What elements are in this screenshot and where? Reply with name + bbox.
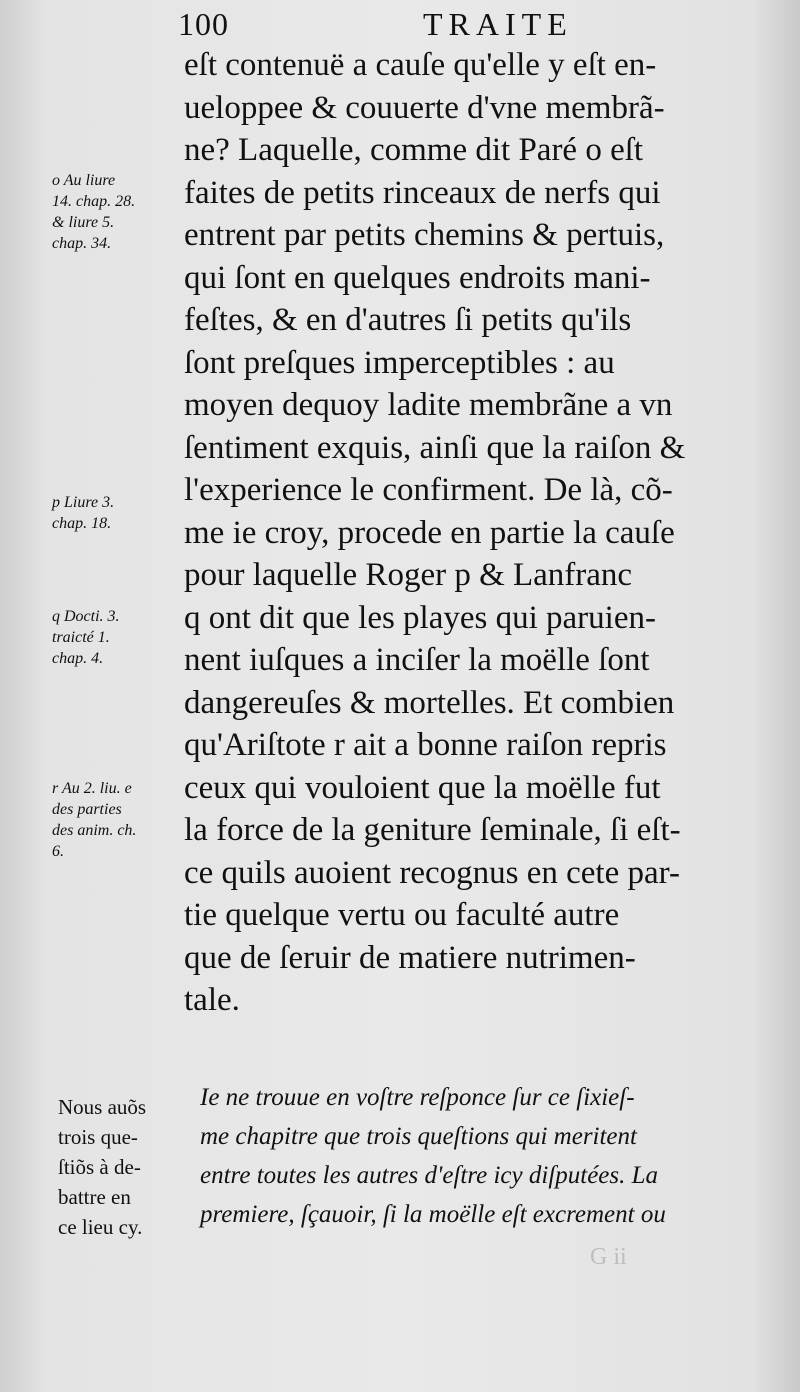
text-line: qu'Ariſtote r ait a bonne raiſon repris bbox=[184, 727, 667, 763]
italic-line: Ie ne trouue en voſtre reſponce ſur ce ſixieſ- bbox=[200, 1084, 635, 1111]
note-line: & liure 5. bbox=[52, 214, 115, 231]
note-line: traicté 1. bbox=[52, 629, 110, 646]
text-line: dangereuſes & mortelles. Et combien bbox=[184, 684, 675, 721]
note-line: chap. 4. bbox=[52, 650, 104, 667]
text-line: ceux qui vouloient que la moëlle fut bbox=[184, 769, 661, 806]
section-margin-note bbox=[58, 1092, 193, 1242]
margin-note-o bbox=[52, 170, 135, 254]
italic-line: premiere, ſçauoir, ſi la moëlle eſt excrement ou bbox=[200, 1201, 666, 1228]
note-line: des parties bbox=[52, 801, 122, 818]
text-line: ueloppee & couuerte d'vne membrã- bbox=[184, 89, 665, 126]
text-line: tale. bbox=[184, 982, 240, 1018]
main-text-block bbox=[184, 44, 774, 1022]
margin-note-p bbox=[52, 492, 114, 534]
text-line: faites de petits rinceaux de nerfs qui bbox=[184, 174, 661, 211]
text-line: tie quelque vertu ou faculté autre bbox=[184, 897, 620, 933]
running-head: TRAITE bbox=[423, 6, 573, 42]
note-line: ce lieu cy. bbox=[58, 1215, 143, 1239]
note-line: 14. chap. 28. bbox=[52, 193, 136, 210]
page-header bbox=[178, 4, 778, 44]
text-line: pour laquelle Roger p & Lanfranc bbox=[184, 557, 633, 593]
text-line: q ont dit que les playes qui paruien- bbox=[184, 599, 656, 636]
margin-note-r bbox=[52, 778, 136, 862]
signature-mark: G ii bbox=[590, 1244, 627, 1270]
text-line: ce quils auoient recognus en cete par- bbox=[184, 854, 680, 891]
text-line: me ie croy, procede en partie la cauſe bbox=[184, 514, 675, 551]
italic-line: entre toutes les autres d'eſtre icy diſputées. La bbox=[200, 1162, 659, 1189]
text-line: qui ſont en quelques endroits mani- bbox=[184, 259, 651, 296]
text-line: ſentiment exquis, ainſi que la raiſon & bbox=[184, 429, 686, 466]
text-line: feſtes, & en d'autres ſi petits qu'ils bbox=[184, 302, 632, 338]
note-line: des anim. ch. bbox=[52, 822, 137, 839]
text-line: l'experience le confirment. De là, cõ- bbox=[184, 472, 673, 508]
italic-paragraph bbox=[200, 1078, 780, 1234]
margin-note-q bbox=[52, 606, 120, 669]
note-line: 6. bbox=[52, 843, 64, 860]
text-line: eſt contenuë a cauſe qu'elle y eſt en- bbox=[184, 47, 657, 83]
note-line: chap. 18. bbox=[52, 515, 112, 532]
text-line: nent iuſques a inciſer la moëlle ſont bbox=[184, 642, 650, 678]
note-line: q Docti. 3. bbox=[52, 608, 120, 625]
text-line: moyen dequoy ladite membrãne a vn bbox=[184, 387, 673, 423]
note-line: o Au liure bbox=[52, 172, 116, 189]
note-line: Nous auõs bbox=[58, 1095, 147, 1119]
text-line: que de ſeruir de matiere nutrimen- bbox=[184, 939, 636, 976]
page-number: 100 bbox=[178, 6, 229, 42]
text-line: entrent par petits chemins & pertuis, bbox=[184, 217, 665, 253]
text-line: ne? Laquelle, comme dit Paré o eſt bbox=[184, 132, 644, 168]
text-line: ſont preſques imperceptibles : au bbox=[184, 344, 615, 381]
note-line: trois que- bbox=[58, 1125, 138, 1149]
note-line: ſtiõs à de- bbox=[58, 1155, 141, 1179]
text-line: la force de la geniture ſeminale, ſi eſt- bbox=[184, 812, 681, 848]
note-line: r Au 2. liu. e bbox=[52, 780, 132, 797]
note-line: chap. 34. bbox=[52, 235, 112, 252]
note-line: p Liure 3. bbox=[52, 494, 115, 511]
italic-line: me chapitre que trois queſtions qui meritent bbox=[200, 1123, 637, 1150]
note-line: battre en bbox=[58, 1185, 131, 1209]
